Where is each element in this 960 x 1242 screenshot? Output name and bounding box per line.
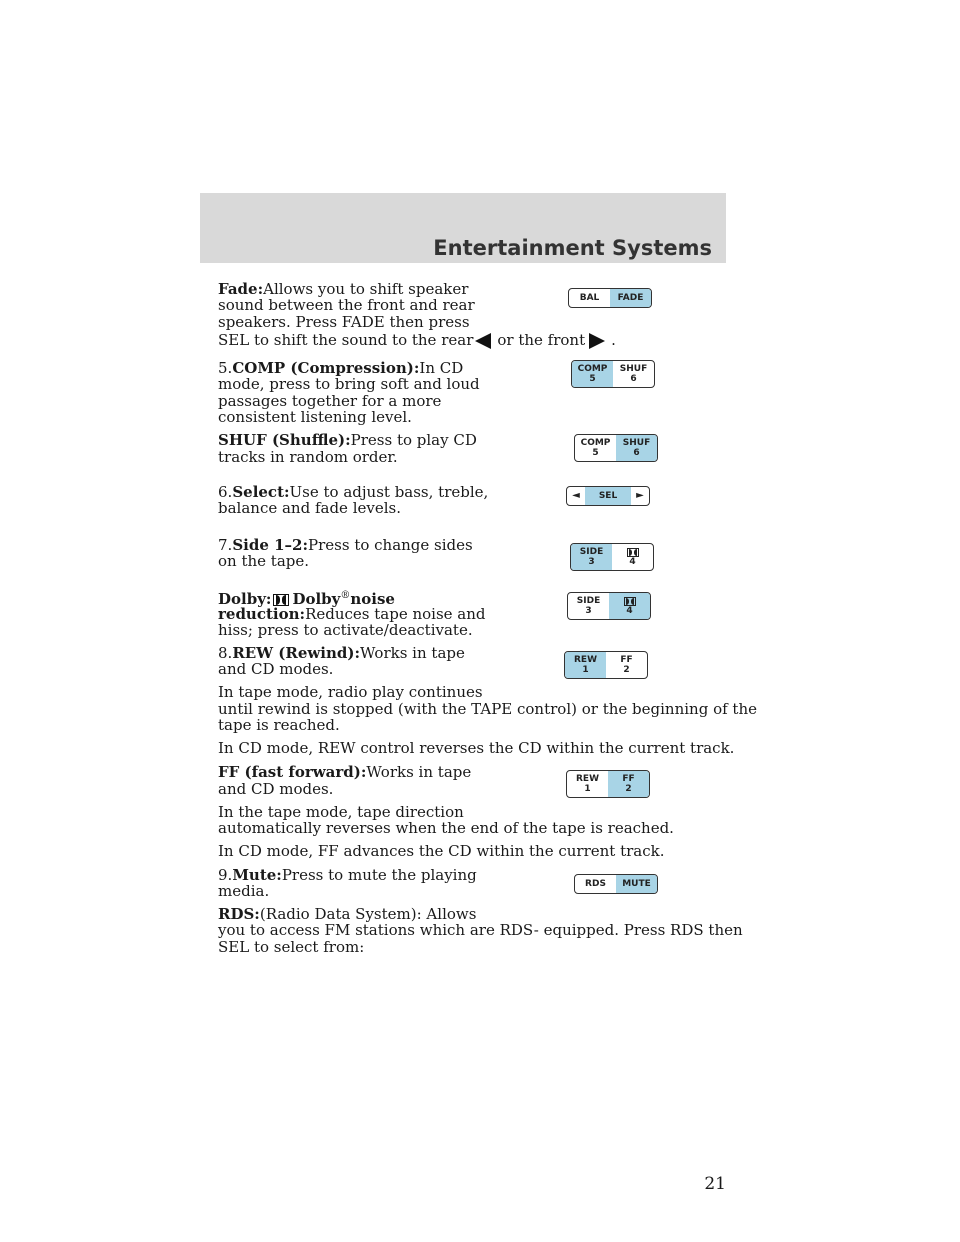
shuf-segment <box>616 435 657 461</box>
bal-fade-button-illustration <box>568 288 652 308</box>
rds-text: (Radio Data System): Allows <box>259 905 477 923</box>
side-segment <box>568 593 609 619</box>
mute-text: Press to mute the playing <box>281 866 477 884</box>
side-label: SIDE <box>576 596 601 606</box>
registered-mark: ® <box>340 590 351 601</box>
fade-term: Fade: <box>218 280 264 298</box>
ff-segment <box>608 771 649 797</box>
side-segment <box>571 544 612 570</box>
bal-segment <box>569 289 610 307</box>
shuf-segment <box>613 361 654 387</box>
ff-term: FF (fast forward): <box>218 763 367 781</box>
right-arrow-icon <box>589 333 605 349</box>
rew-segment <box>567 771 608 797</box>
rew-text: Works in tape <box>360 644 465 662</box>
sel-right-icon: ► <box>636 490 644 501</box>
comp-label: COMP <box>580 438 611 448</box>
comp-label: COMP <box>577 364 608 374</box>
bal-label: BAL <box>579 293 600 303</box>
comp-text: In CD <box>419 359 464 377</box>
dolby-line-3: hiss; press to activate/deactivate. <box>218 621 473 639</box>
select-text: Use to adjust bass, treble, <box>289 483 489 501</box>
rew-para-4: In CD mode, REW control reverses the CD within the current track. <box>218 739 735 757</box>
shuf-number: 6 <box>633 448 640 458</box>
ff-line-1 <box>218 764 471 781</box>
sel-right-segment <box>631 487 649 505</box>
fade-text: Allows you to shift speaker <box>263 280 469 298</box>
comp-segment <box>572 361 613 387</box>
mute-segment <box>616 875 657 893</box>
sel-label: SEL <box>598 491 618 501</box>
comp-number: 5 <box>592 448 599 458</box>
rew-ff-button-illustration-rew <box>564 651 648 679</box>
ff-para-2: automatically reverses when the end of the tape is reached. <box>218 819 674 837</box>
select-term: Select: <box>232 483 290 501</box>
side-num: 7. <box>218 536 233 554</box>
dolby-segment <box>612 544 653 570</box>
sel-left-icon: ◄ <box>572 490 580 501</box>
mute-label: MUTE <box>622 879 651 889</box>
dolby-reduction-term: reduction: <box>218 605 306 623</box>
ff-text: Works in tape <box>366 763 472 781</box>
section-header <box>200 193 726 263</box>
page-number: 21 <box>704 1174 726 1194</box>
ff-number: 2 <box>623 665 630 675</box>
ff-label: FF <box>622 774 635 784</box>
sel-button-illustration <box>566 486 650 506</box>
comp-line-3: passages together for a more <box>218 392 442 410</box>
rew-line-2: and CD modes. <box>218 660 334 678</box>
rew-label: REW <box>573 655 597 665</box>
rew-ff-button-illustration-ff <box>566 770 650 798</box>
mute-line-2: media. <box>218 882 270 900</box>
comp-line-2: mode, press to bring soft and loud <box>218 375 480 393</box>
rew-number: 1 <box>582 665 589 675</box>
dolby-icon <box>627 548 639 557</box>
comp-line-4: consistent listening level. <box>218 408 412 426</box>
dolby-icon <box>624 597 636 606</box>
fade-line-4 <box>218 332 616 349</box>
rew-num: 8. <box>218 644 233 662</box>
side-dolby-button-illustration-side <box>570 543 654 571</box>
rew-para-2: until rewind is stopped (with the TAPE control) or the beginning of the <box>218 700 757 718</box>
fade-rear-text: SEL to shift the sound to the rear <box>218 331 474 349</box>
rds-term: RDS: <box>218 905 260 923</box>
shuf-line-1 <box>218 432 477 449</box>
rew-term: REW (Rewind): <box>232 644 361 662</box>
fade-front-text: or the front <box>497 331 586 349</box>
rew-label: REW <box>575 774 599 784</box>
dolby-noise: noise <box>350 590 395 608</box>
rew-segment <box>565 652 606 678</box>
comp-shuf-button-illustration-shuf <box>574 434 658 462</box>
ff-segment <box>606 652 647 678</box>
ff-para-3: In CD mode, FF advances the CD within the current track. <box>218 842 665 860</box>
rew-para-3: tape is reached. <box>218 716 340 734</box>
fade-line-2: sound between the front and rear <box>218 296 475 314</box>
shuf-label: SHUF <box>622 438 651 448</box>
rds-mute-button-illustration <box>574 874 658 894</box>
sel-left-segment <box>567 487 585 505</box>
mute-term: Mute: <box>232 866 282 884</box>
section-title: Entertainment Systems <box>433 236 712 260</box>
select-line-2: balance and fade levels. <box>218 499 401 517</box>
comp-segment <box>575 435 616 461</box>
comp-shuf-button-illustration-comp <box>571 360 655 388</box>
fade-label: FADE <box>617 293 644 303</box>
rds-segment <box>575 875 616 893</box>
ff-number: 2 <box>625 784 632 794</box>
dolby-segment <box>609 593 650 619</box>
side-text: Press to change sides <box>308 536 473 554</box>
shuf-line-2: tracks in random order. <box>218 448 398 466</box>
rds-label: RDS <box>585 879 606 889</box>
side-label: SIDE <box>579 547 604 557</box>
dolby-number: 4 <box>626 605 633 616</box>
shuf-number: 6 <box>630 374 637 384</box>
rds-line-2: you to access FM stations which are RDS- equipped. Press RDS then <box>218 921 743 939</box>
side-term: Side 1–2: <box>232 536 309 554</box>
shuf-text: Press to play CD <box>350 431 477 449</box>
side-dolby-button-illustration-dolby <box>567 592 651 620</box>
left-arrow-icon <box>475 333 491 349</box>
ff-line-2: and CD modes. <box>218 780 334 798</box>
ff-label: FF <box>620 655 633 665</box>
dolby-name: Dolby <box>292 590 341 608</box>
mute-num: 9. <box>218 866 233 884</box>
comp-number: 5 <box>589 374 596 384</box>
fade-period: . <box>611 331 616 349</box>
rds-line-3: SEL to select from: <box>218 938 365 956</box>
comp-num: 5. <box>218 359 233 377</box>
comp-term: COMP (Compression): <box>232 359 420 377</box>
side-number: 3 <box>588 557 595 567</box>
fade-segment <box>610 289 651 307</box>
fade-line-3: speakers. Press FADE then press <box>218 313 470 331</box>
side-line-2: on the tape. <box>218 552 310 570</box>
rew-number: 1 <box>584 784 591 794</box>
shuf-label: SHUF <box>619 364 648 374</box>
sel-segment <box>585 487 631 505</box>
dolby-term: Dolby: <box>218 590 272 608</box>
rew-para-1: In tape mode, radio play continues <box>218 683 483 701</box>
dolby-number: 4 <box>629 556 636 567</box>
select-num: 6. <box>218 483 233 501</box>
side-number: 3 <box>585 606 592 616</box>
dolby-text: Reduces tape noise and <box>305 605 486 623</box>
ff-para-1: In the tape mode, tape direction <box>218 803 464 821</box>
shuf-term: SHUF (Shuffle): <box>218 431 351 449</box>
